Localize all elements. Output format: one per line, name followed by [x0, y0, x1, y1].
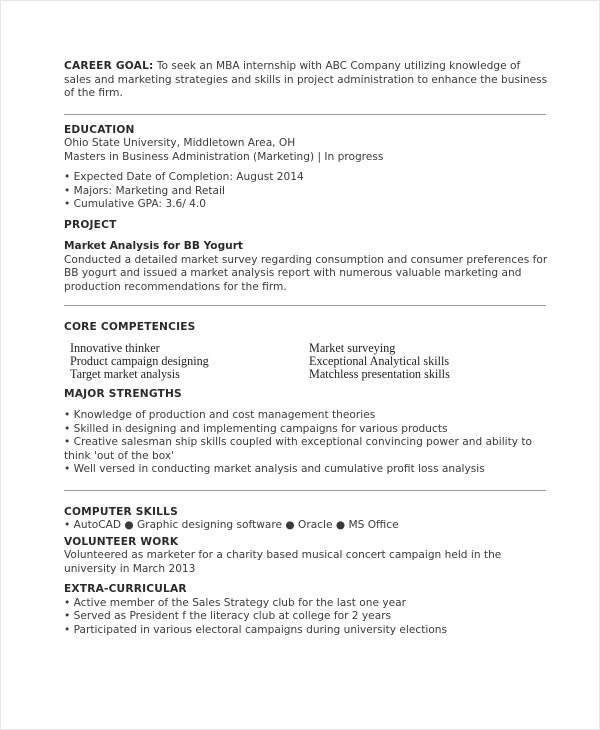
competency-item: Matchless presentation skills	[309, 367, 450, 382]
major-strengths-heading: MAJOR STRENGTHS	[64, 387, 182, 400]
list-item: • Expected Date of Completion: August 2014	[64, 171, 304, 183]
divider-3	[64, 490, 546, 491]
list-item: • Well versed in conducting market analysis and cumulative profit loss analysis	[64, 463, 485, 476]
education-heading: EDUCATION	[64, 123, 135, 136]
skill-item: ● MS Office	[335, 519, 399, 532]
career-goal-text: To seek an MBA internship with ABC Company utilizing knowledge of sales and marketing strategies and skills in project administration to enhance the business of the firm.	[64, 60, 548, 99]
education-school: Ohio State University, Middletown Area, OH	[64, 137, 296, 149]
list-item: • Majors: Marketing and Retail	[64, 184, 225, 197]
volunteer-heading: VOLUNTEER WORK	[64, 535, 179, 548]
competency-item: Target market analysis	[70, 367, 180, 382]
skill-item: • AutoCAD	[64, 519, 122, 532]
education-degree: Masters in Business Administration (Marketing) | In progress	[64, 150, 384, 163]
extra-curricular-bullets	[64, 597, 549, 638]
career-goal	[64, 60, 549, 101]
skill-item: ● Graphic designing software	[124, 519, 283, 532]
list-item: • Cumulative GPA: 3.6/ 4.0	[64, 198, 206, 210]
project-section	[64, 219, 549, 295]
computer-skills-section	[64, 506, 549, 533]
extra-curricular-heading: EXTRA-CURRICULAR	[64, 583, 187, 596]
computer-skills-list	[64, 519, 549, 533]
education-section	[64, 124, 549, 212]
divider-2	[64, 305, 546, 306]
list-item: • Active member of the Sales Strategy club for the last one year	[64, 596, 406, 609]
list-item: • Skilled in designing and implementing campaigns for various products	[64, 422, 448, 435]
list-item: • Participated in various electoral campaigns during university elections	[64, 623, 448, 636]
list-item: • Creative salesman ship skills coupled with exceptional convincing power and ability to think 'out of the box'	[64, 436, 533, 462]
competencies-grid	[70, 342, 549, 382]
divider-1	[64, 114, 546, 115]
volunteer-section	[64, 536, 549, 577]
project-heading: PROJECT	[64, 218, 117, 231]
career-goal-label: CAREER GOAL:	[64, 60, 154, 72]
competency-item: Exceptional Analytical skills	[309, 353, 450, 368]
skill-item: ● Oracle	[285, 519, 333, 532]
core-competencies-section	[64, 321, 549, 382]
project-title: Market Analysis for BB Yogurt	[64, 240, 243, 252]
extra-curricular-section	[64, 583, 549, 637]
list-item: • Served as President f the literacy club at college for 2 years	[64, 610, 392, 623]
competency-item: Market surveying	[309, 340, 396, 355]
list-item: • Knowledge of production and cost management theories	[64, 409, 376, 422]
education-bullets	[64, 171, 549, 212]
major-strengths-bullets	[64, 409, 549, 477]
volunteer-text: Volunteered as marketer for a charity based musical concert campaign held in the university in March 2013	[64, 549, 502, 575]
competency-item: Innovative thinker	[70, 340, 160, 355]
resume-content	[64, 60, 549, 637]
major-strengths-section	[64, 388, 549, 477]
computer-skills-heading: COMPUTER SKILLS	[64, 505, 178, 518]
project-description: Conducted a detailed market survey regarding consumption and consumer preferences for BB yogurt and issued a market analysis report with numerous valuable marketing and production recommendations for the firm.	[64, 253, 548, 293]
core-competencies-heading: CORE COMPETENCIES	[64, 321, 196, 333]
competency-item: Product campaign designing	[70, 353, 209, 368]
